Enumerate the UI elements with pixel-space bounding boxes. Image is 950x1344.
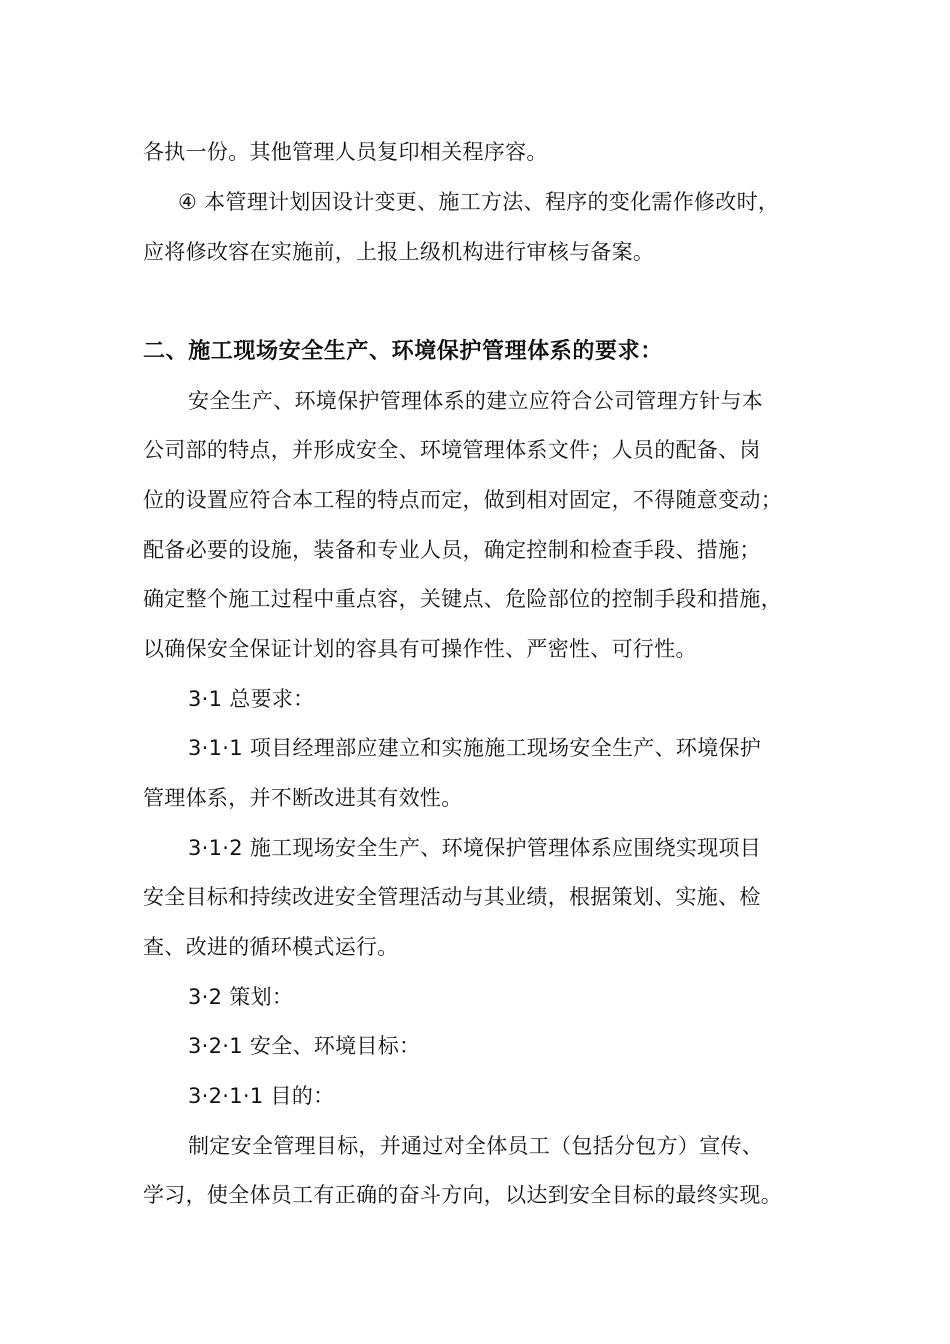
paragraph-line: 位的设置应符合本工程的特点而定，做到相对固定，不得随意变动； xyxy=(143,488,782,512)
paragraph-line: 各执一份。其他管理人员复印相关程序容。 xyxy=(143,140,548,164)
paragraph-line: 查、改进的循环模式运行。 xyxy=(143,935,399,959)
paragraph-line: 学习，使全体员工有正确的奋斗方向，以达到安全目标的最终实现。 xyxy=(143,1183,782,1207)
paragraph-line: 配备必要的设施，装备和专业人员，确定控制和检查手段、措施； xyxy=(143,538,761,562)
subsection-heading: 3·2·1 安全、环境目标： xyxy=(188,1034,421,1058)
paragraph-line: 管理体系，并不断改进其有效性。 xyxy=(143,786,463,810)
paragraph-line: 确定整个施工过程中重点容，关键点、危险部位的控制手段和措施， xyxy=(143,587,782,611)
subsection-heading: 3·2 策划： xyxy=(188,985,294,1009)
paragraph-line: 安全目标和持续改进安全管理活动与其业绩，根据策划、实施、检 xyxy=(143,885,761,909)
paragraph-line: 公司部的特点，并形成安全、环境管理体系文件；人员的配备、岗 xyxy=(143,438,761,462)
paragraph-line: 以确保安全保证计划的容具有可操作性、严密性、可行性。 xyxy=(143,637,697,661)
paragraph-line: 制定安全管理目标，并通过对全体员工（包括分包方）宣传、 xyxy=(188,1134,764,1158)
subsection-heading: 3·2·1·1 目的： xyxy=(188,1084,335,1108)
paragraph-line: 安全生产、环境保护管理体系的建立应符合公司管理方针与本 xyxy=(188,389,764,413)
paragraph-line: 3·1·1 项目经理部应建立和实施施工现场安全生产、环境保护 xyxy=(188,736,762,760)
paragraph-line: 3·1·2 施工现场安全生产、环境保护管理体系应围绕实现项目 xyxy=(188,836,762,860)
paragraph-line: ④ 本管理计划因设计变更、施工方法、程序的变化需作修改时， xyxy=(178,190,780,214)
paragraph-line: 应将修改容在实施前，上报上级机构进行审核与备案。 xyxy=(143,240,655,264)
subsection-heading: 3·1 总要求： xyxy=(188,687,315,711)
section-heading: 二、施工现场安全生产、环境保护管理体系的要求： xyxy=(143,339,663,364)
